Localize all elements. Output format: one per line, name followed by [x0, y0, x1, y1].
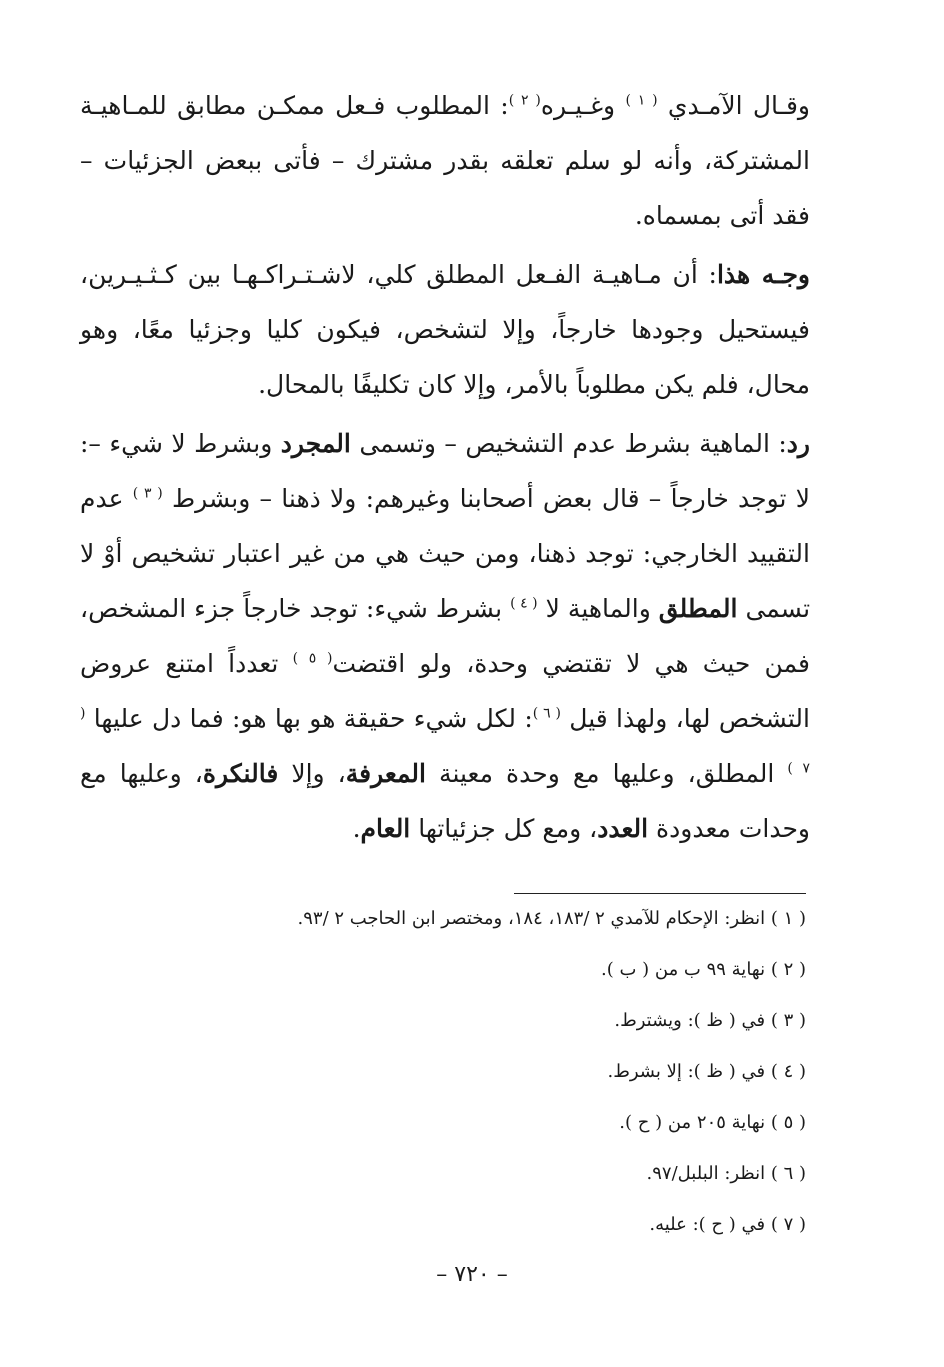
- footnote-5: ( ٥ ) نهاية ٢٠٥ من ( ح ).: [619, 1112, 806, 1133]
- text-run: وبشرط لا شيء –: لا توجد خارجاً – قال بعض أصحابنا وغيرهم: ولا ذهنا – وبشرط: [80, 429, 811, 513]
- footnote-ref-7[interactable]: ( ٧ ): [80, 705, 810, 777]
- text-run: : المطلوب فـعل ممكـن مطابق للمـاهيـة المشتركة، وأنه لو سلم تعلقه بقدر مشترك – فأتى ببعض الجزئيات – فقد أتى بمسماه.: [80, 91, 810, 230]
- main-text: [80, 78, 810, 860]
- paragraph-2: [80, 247, 810, 412]
- bold-term: وجـه هذا: [716, 260, 810, 289]
- text-run: والماهية لا: [537, 594, 659, 623]
- footnotes: [100, 898, 806, 1255]
- footnote-ref-3[interactable]: ( ٣ ): [132, 485, 163, 502]
- text-run: ، ومع كل جزئياتها: [410, 814, 598, 843]
- bold-term: المجرد: [280, 429, 351, 458]
- text-run: بشرط شيء: توجد خارجاً جزء المشخص، فمن حيث هي لا تقتضي وحدة، ولو اقتضت: [80, 594, 810, 678]
- footnote-ref-2[interactable]: ( ٢ ): [508, 92, 541, 109]
- text-run: وقـال الآمـدي: [657, 91, 811, 120]
- text-run: ، وعليها مع وحدات معدودة: [80, 759, 810, 843]
- footnote-ref-1[interactable]: ( ١ ): [625, 92, 658, 109]
- text-run: ، وإلا: [278, 759, 346, 788]
- page-number: – ٧٢٠ –: [436, 1262, 508, 1287]
- bold-term: فالنكرة: [202, 759, 279, 788]
- bold-term: رد: [786, 429, 810, 458]
- footnote-6: ( ٦ ) انظر: البلبل/٩٧.: [646, 1163, 806, 1184]
- footnote-7: ( ٧ ) في ( ح ): عليه.: [649, 1214, 806, 1235]
- bold-term: المعرفة: [345, 759, 426, 788]
- text-run: .: [352, 814, 361, 843]
- bold-term: العام: [360, 814, 411, 843]
- footnote-4: ( ٤ ) في ( ظ ): إلا بشرط.: [607, 1061, 806, 1082]
- footnote-ref-6[interactable]: ( ٦ ): [532, 705, 561, 722]
- footnote-3: ( ٣ ) في ( ظ ): ويشترط.: [614, 1010, 806, 1031]
- footnote-ref-5[interactable]: ( ٥ ): [292, 650, 333, 667]
- bold-term: العدد: [597, 814, 649, 843]
- footnote-1: ( ١ ) انظر: الإحكام للآمدي ٢ /١٨٣، ١٨٤، ومختصر ابن الحاجب ٢ /٩٣.: [297, 908, 806, 929]
- paragraph-1: [80, 78, 810, 243]
- text-run: المطلق، وعليها مع وحدة معينة: [425, 759, 788, 788]
- text-run: : لكل شيء حقيقة هو بها هو: فما دل عليها: [85, 704, 533, 733]
- footnote-ref-4[interactable]: ( ٤ ): [510, 595, 538, 612]
- text-run: : أن مـاهيـة الفـعل المطلق كلي، لاشـتـراكـهـا بين كـثـيـرين، فيستحيل وجودها خارجاً، وإلا لتشخص، فيكون كليا وجزئيا معًا، وهو محال، فلم يكن مطلوباً بالأمر، وإلا كان تكليفًا بالمحال.: [80, 260, 810, 399]
- text-run: عدم التقييد الخارجي: توجد ذهنا، ومن حيث هي من غير اعتبار تشخيص أوْ لا تسمى: [80, 484, 811, 623]
- paragraph-3: [80, 416, 810, 856]
- footnote-2: ( ٢ ) نهاية ٩٩ ب من ( ب ).: [600, 959, 806, 980]
- text-run: وغـيـره: [540, 91, 626, 120]
- text-run: تعدداً امتنع عروض التشخص لها، ولهذا قيل: [80, 649, 810, 733]
- text-run: : الماهية بشرط عدم التشخيص – وتسمى: [350, 429, 787, 458]
- footnote-separator: [514, 893, 806, 894]
- bold-term: المطلق: [658, 594, 738, 623]
